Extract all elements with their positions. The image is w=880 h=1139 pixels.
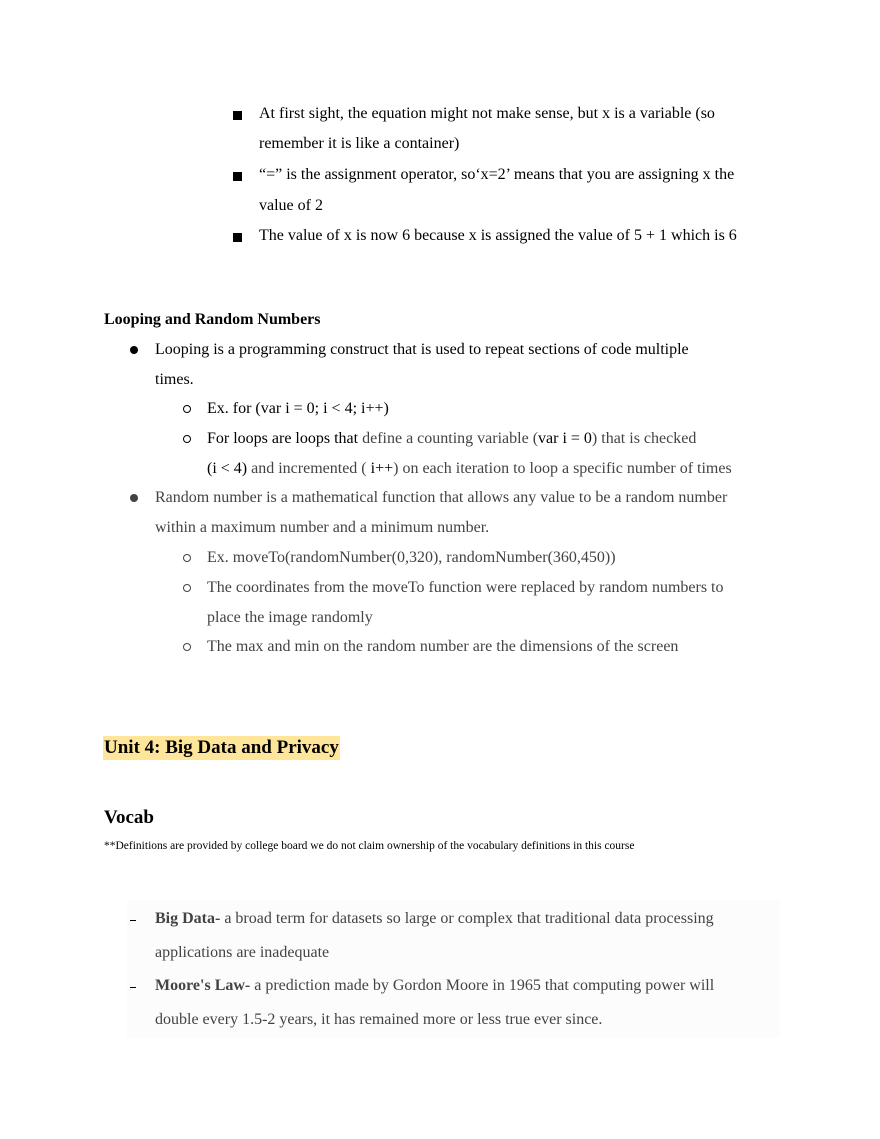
list-item-text: At first sight, the equation might not make sense, but x is a variable (so <box>259 105 715 122</box>
square-bullet-icon <box>233 172 242 181</box>
list-item-text: Looping is a programming construct that is used to repeat sections of code multiple <box>155 341 689 358</box>
list-item-text: The value of x is now 6 because x is assigned the value of 5 + 1 which is 6 <box>259 227 737 244</box>
list-item-text: within a maximum number and a minimum number. <box>155 519 490 536</box>
disclaimer-text: **Definitions are provided by college board we do not claim ownership of the vocabulary definitions in this course <box>104 840 635 852</box>
list-item-text: The coordinates from the moveTo function were replaced by random numbers to <box>207 579 724 596</box>
text-span: (i < 4) <box>207 460 248 477</box>
bullet-dot-icon <box>130 346 138 354</box>
hollow-bullet-icon <box>183 554 191 562</box>
list-item-text: value of 2 <box>259 197 323 214</box>
text-span: i++ <box>370 460 394 477</box>
vocab-definition <box>155 976 714 996</box>
list-item-text: place the image randomly <box>207 609 373 626</box>
hollow-bullet-icon <box>183 643 191 651</box>
hollow-bullet-icon <box>183 584 191 592</box>
section-heading-looping: Looping and Random Numbers <box>104 311 321 328</box>
square-bullet-icon <box>233 233 242 242</box>
vocab-heading: Vocab <box>104 807 154 828</box>
dash-bullet-icon <box>130 987 136 988</box>
text-span: ) that is checked <box>591 430 697 447</box>
hollow-bullet-icon <box>183 435 191 443</box>
dash-bullet-icon <box>130 920 136 921</box>
list-item-text <box>207 459 732 479</box>
vocab-definition: applications are inadequate <box>155 944 330 961</box>
list-item-text: “=” is the assignment operator, so‘x=2’ means that you are assigning x the <box>259 166 735 183</box>
text-span: var i = 0 <box>538 430 592 447</box>
text-span: a broad term for datasets so large or complex that traditional data processing <box>220 910 714 927</box>
vocab-term: Big Data- <box>155 910 221 927</box>
text-span: and incremented ( <box>247 460 371 477</box>
vocab-definition <box>155 909 714 929</box>
list-item-text: Ex. moveTo(randomNumber(0,320), randomNumber(360,450)) <box>207 549 616 566</box>
text-span: define a counting variable ( <box>362 430 539 447</box>
list-item-text: Random number is a mathematical function that allows any value to be a random number <box>155 489 728 506</box>
bullet-dot-icon <box>130 494 138 502</box>
list-item-text: Ex. for (var i = 0; i < 4; i++) <box>207 400 389 417</box>
text-span: For loops are loops that <box>207 430 363 447</box>
text-span: a prediction made by Gordon Moore in 1965 that computing power will <box>250 977 715 994</box>
list-item-text: remember it is like a container) <box>259 135 460 152</box>
vocab-term: Moore's Law- <box>155 977 251 994</box>
list-item-text <box>207 429 696 449</box>
text-span: ) on each iteration to loop a specific number of times <box>393 460 732 477</box>
list-item-text: times. <box>155 371 194 388</box>
hollow-bullet-icon <box>183 405 191 413</box>
list-item-text: The max and min on the random number are the dimensions of the screen <box>207 638 679 655</box>
square-bullet-icon <box>233 111 242 120</box>
unit-heading: Unit 4: Big Data and Privacy <box>104 737 339 758</box>
vocab-definition: double every 1.5-2 years, it has remained more or less true ever since. <box>155 1011 603 1028</box>
